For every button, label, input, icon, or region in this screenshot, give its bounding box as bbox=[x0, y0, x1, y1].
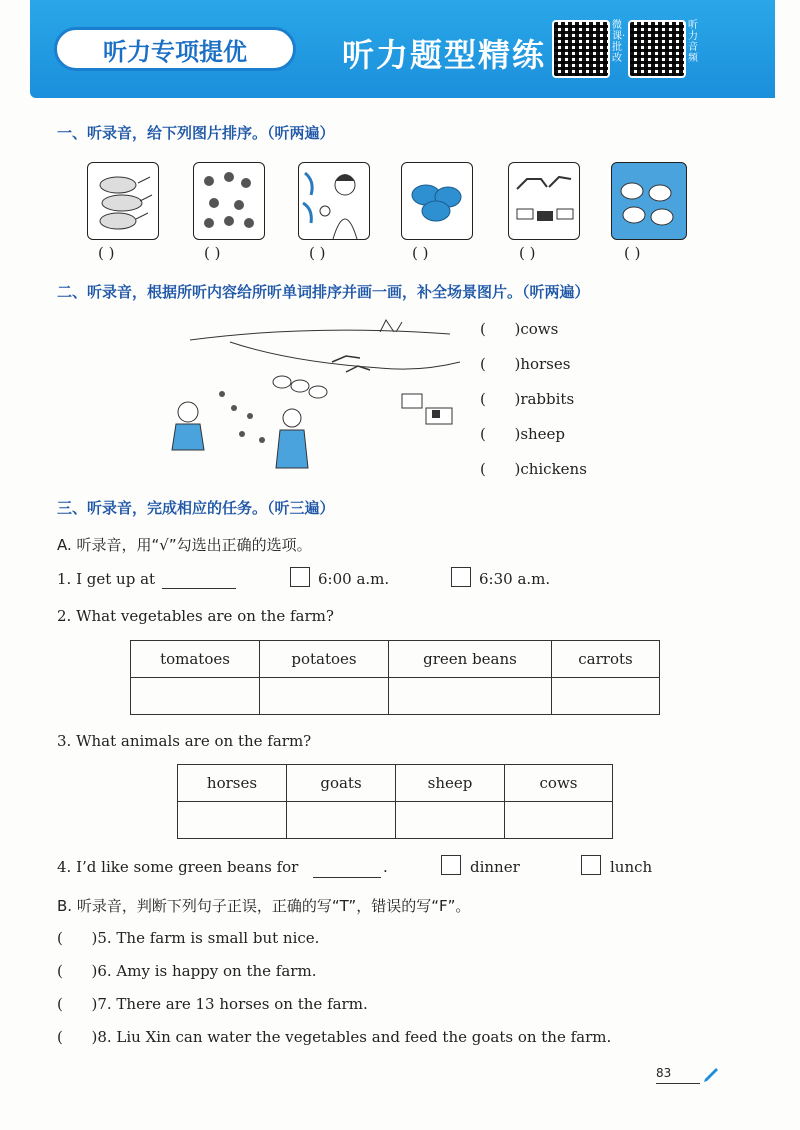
section3-heading: 三、听录音，完成相应的任务。（听三遍） bbox=[57, 499, 335, 517]
vegetables-table bbox=[130, 640, 660, 715]
statement-text: )6. Amy is happy on the farm. bbox=[91, 962, 317, 980]
table-header: goats bbox=[287, 765, 396, 802]
q3-text: 3. What animals are on the farm? bbox=[57, 732, 312, 750]
q1-text: 1. I get up at bbox=[57, 570, 156, 588]
table-header: sheep bbox=[396, 765, 505, 802]
q4-text: 4. I’d like some green beans for bbox=[57, 858, 299, 876]
statement-6[interactable]: ( )6. Amy is happy on the farm. bbox=[57, 962, 317, 980]
section-badge: 听力专项提优 bbox=[54, 27, 296, 71]
table-header: green beans bbox=[389, 641, 552, 678]
picture-chickens bbox=[193, 162, 265, 240]
qr-label-1: 微课·批改 bbox=[612, 20, 626, 64]
table-header: horses bbox=[178, 765, 287, 802]
answer-cell[interactable] bbox=[131, 678, 260, 715]
answer-cell[interactable] bbox=[552, 678, 660, 715]
order-blank[interactable]: ( ) bbox=[204, 244, 221, 262]
section2-item-horses[interactable]: ( )horses bbox=[480, 355, 571, 373]
pencil-icon bbox=[702, 1066, 720, 1088]
qr-label-2: 听力音频 bbox=[688, 20, 698, 64]
chicken-icon bbox=[194, 163, 264, 239]
section2-item-rabbits[interactable]: ( )rabbits bbox=[480, 390, 575, 408]
farm-scene-illustration bbox=[170, 312, 470, 482]
q1-checkbox-1[interactable] bbox=[290, 567, 310, 587]
statement-5[interactable]: ( )5. The farm is small but nice. bbox=[57, 929, 320, 947]
section2-item-sheep[interactable]: ( )sheep bbox=[480, 425, 566, 443]
q4-checkbox-1[interactable] bbox=[441, 855, 461, 875]
table-header: potatoes bbox=[260, 641, 389, 678]
table-header: cows bbox=[505, 765, 613, 802]
answer-cell[interactable] bbox=[389, 678, 552, 715]
answer-cell[interactable] bbox=[287, 802, 396, 839]
q1-option-2: 6:30 a.m. bbox=[479, 570, 551, 588]
sheep-icon bbox=[612, 163, 686, 239]
answer-cell[interactable] bbox=[505, 802, 613, 839]
part-b-instruction: B. 听录音，判断下列句子正误，正确的写“T”，错误的写“F”。 bbox=[57, 897, 471, 915]
section2-item-chickens[interactable]: ( )chickens bbox=[480, 460, 587, 478]
order-blank[interactable]: ( ) bbox=[519, 244, 536, 262]
section2-heading: 二、听录音，根据所听内容给所听单词排序并画一画，补全场景图片。（听两遍） bbox=[57, 283, 590, 301]
q4-period: . bbox=[383, 858, 388, 876]
answer-cell[interactable] bbox=[396, 802, 505, 839]
page-number: 83 bbox=[656, 1066, 672, 1080]
picture-rabbits bbox=[87, 162, 159, 240]
table-header: tomatoes bbox=[131, 641, 260, 678]
farm-scene bbox=[170, 312, 470, 486]
picture-horses-cows bbox=[508, 162, 580, 240]
section2-item-label: cows bbox=[520, 320, 559, 338]
qr-code-icon[interactable] bbox=[628, 20, 686, 78]
answer-cell[interactable] bbox=[178, 802, 287, 839]
potato-icon bbox=[402, 163, 472, 239]
section2-item-label: chickens bbox=[520, 460, 587, 478]
page-number-underline bbox=[656, 1083, 700, 1084]
page-title: 听力题型精练 bbox=[342, 36, 547, 74]
horse-icon bbox=[509, 163, 579, 239]
q4-option-2: lunch bbox=[610, 858, 653, 876]
q1-answer-line[interactable] bbox=[162, 587, 236, 589]
statement-text: )8. Liu Xin can water the vegetables and feed the goats on the farm. bbox=[91, 1028, 612, 1046]
section2-item-label: horses bbox=[520, 355, 571, 373]
picture-sheep bbox=[611, 162, 687, 240]
q2-text: 2. What vegetables are on the farm? bbox=[57, 607, 334, 625]
q4-answer-line[interactable] bbox=[313, 876, 381, 878]
q1-checkbox-2[interactable] bbox=[451, 567, 471, 587]
q4-checkbox-2[interactable] bbox=[581, 855, 601, 875]
qr-code-icon[interactable] bbox=[552, 20, 610, 78]
animals-table bbox=[177, 764, 613, 839]
q1-option-1: 6:00 a.m. bbox=[318, 570, 390, 588]
picture-potatoes bbox=[401, 162, 473, 240]
rabbit-icon bbox=[88, 163, 158, 239]
answer-cell[interactable] bbox=[260, 678, 389, 715]
statement-7[interactable]: ( )7. There are 13 horses on the farm. bbox=[57, 995, 368, 1013]
picture-girl-apple bbox=[298, 162, 370, 240]
statement-8[interactable]: ( )8. Liu Xin can water the vegetables and feed the goats on the farm. bbox=[57, 1028, 612, 1046]
girl-icon bbox=[299, 163, 369, 239]
section2-item-label: rabbits bbox=[520, 390, 575, 408]
part-a-instruction: A. 听录音，用“√”勾选出正确的选项。 bbox=[57, 536, 312, 554]
section2-item-label: sheep bbox=[520, 425, 566, 443]
statement-text: )5. The farm is small but nice. bbox=[91, 929, 320, 947]
q4-option-1: dinner bbox=[470, 858, 520, 876]
table-header: carrots bbox=[552, 641, 660, 678]
order-blank[interactable]: ( ) bbox=[624, 244, 641, 262]
statement-text: )7. There are 13 horses on the farm. bbox=[91, 995, 368, 1013]
section2-item-cows[interactable]: ( )cows bbox=[480, 320, 559, 338]
order-blank[interactable]: ( ) bbox=[309, 244, 326, 262]
section1-heading: 一、听录音，给下列图片排序。（听两遍） bbox=[57, 124, 335, 142]
order-blank[interactable]: ( ) bbox=[412, 244, 429, 262]
order-blank[interactable]: ( ) bbox=[98, 244, 115, 262]
